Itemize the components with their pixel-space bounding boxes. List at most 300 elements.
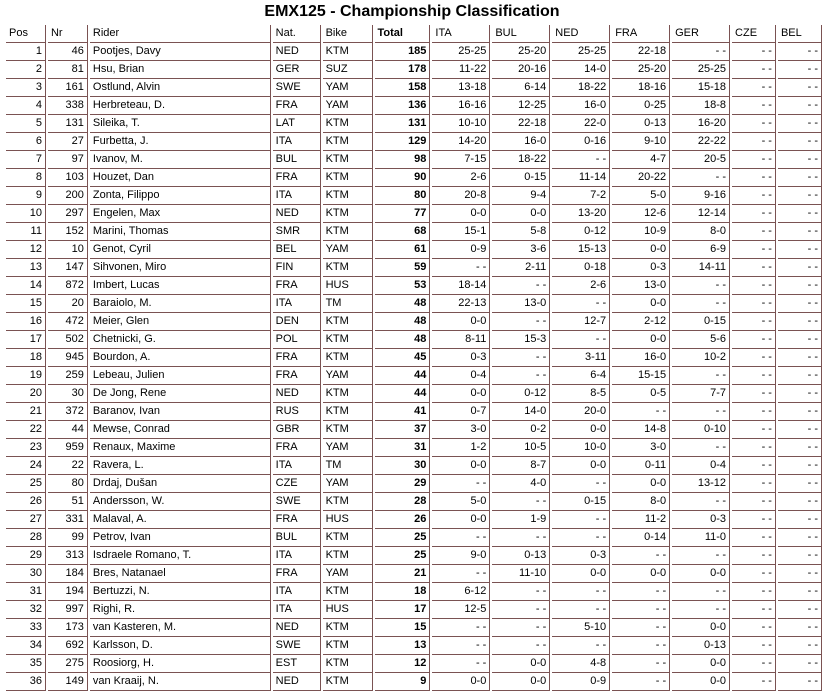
cell-round-ned: 0-0	[552, 457, 610, 475]
cell-rider: Isdraele Romano, T.	[90, 547, 271, 565]
cell-nr: 51	[48, 493, 88, 511]
cell-rider: Roosiorg, H.	[90, 655, 271, 673]
cell-total: 25	[375, 529, 431, 547]
cell-round-fra: 9-10	[612, 133, 670, 151]
cell-pos: 19	[6, 367, 46, 385]
cell-bike: YAM	[323, 475, 373, 493]
cell-round-bel: - -	[778, 295, 822, 313]
cell-round-cze: - -	[732, 439, 776, 457]
cell-nr: 184	[48, 565, 88, 583]
cell-round-bel: - -	[778, 493, 822, 511]
cell-pos: 28	[6, 529, 46, 547]
cell-pos: 18	[6, 349, 46, 367]
cell-round-fra: 12-6	[612, 205, 670, 223]
cell-total: 48	[375, 331, 431, 349]
cell-round-ger: 11-0	[672, 529, 730, 547]
cell-nr: 22	[48, 457, 88, 475]
cell-round-ger: 0-3	[672, 511, 730, 529]
cell-round-ger: - -	[672, 277, 730, 295]
col-header-ger: GER	[672, 25, 730, 43]
table-row	[6, 601, 822, 619]
cell-total: 26	[375, 511, 431, 529]
table-row	[6, 169, 822, 187]
cell-rider: van Kraaij, N.	[90, 673, 271, 691]
cell-bike: KTM	[323, 349, 373, 367]
cell-nr: 147	[48, 259, 88, 277]
cell-bike: KTM	[323, 637, 373, 655]
cell-total: 185	[375, 43, 431, 61]
col-header-nr: Nr	[48, 25, 88, 43]
table-row	[6, 43, 822, 61]
cell-round-ned: 6-4	[552, 367, 610, 385]
cell-round-cze: - -	[732, 277, 776, 295]
cell-round-ned: - -	[552, 601, 610, 619]
table-row	[6, 313, 822, 331]
cell-rider: Mewse, Conrad	[90, 421, 271, 439]
cell-rider: Zonta, Filippo	[90, 187, 271, 205]
cell-pos: 1	[6, 43, 46, 61]
cell-round-bel: - -	[778, 349, 822, 367]
cell-total: 48	[375, 295, 431, 313]
cell-rider: Ravera, L.	[90, 457, 271, 475]
cell-rider: Genot, Cyril	[90, 241, 271, 259]
cell-round-ita: 18-14	[432, 277, 490, 295]
cell-round-fra: 0-0	[612, 331, 670, 349]
table-row	[6, 547, 822, 565]
cell-rider: Bertuzzi, N.	[90, 583, 271, 601]
cell-round-cze: - -	[732, 619, 776, 637]
cell-nr: 275	[48, 655, 88, 673]
cell-round-fra: 3-0	[612, 439, 670, 457]
cell-round-bel: - -	[778, 133, 822, 151]
cell-total: 129	[375, 133, 431, 151]
cell-round-fra: 0-13	[612, 115, 670, 133]
cell-pos: 14	[6, 277, 46, 295]
cell-round-ned: 2-6	[552, 277, 610, 295]
cell-round-bel: - -	[778, 637, 822, 655]
cell-round-ned: 25-25	[552, 43, 610, 61]
table-row	[6, 619, 822, 637]
cell-round-ger: - -	[672, 43, 730, 61]
cell-pos: 4	[6, 97, 46, 115]
cell-nr: 472	[48, 313, 88, 331]
cell-rider: Ostlund, Alvin	[90, 79, 271, 97]
cell-nat: SWE	[273, 637, 321, 655]
cell-round-bul: - -	[492, 619, 550, 637]
cell-round-cze: - -	[732, 565, 776, 583]
cell-total: 17	[375, 601, 431, 619]
table-row	[6, 655, 822, 673]
cell-total: 13	[375, 637, 431, 655]
cell-round-cze: - -	[732, 241, 776, 259]
cell-rider: Petrov, Ivan	[90, 529, 271, 547]
cell-round-ger: - -	[672, 547, 730, 565]
cell-total: 90	[375, 169, 431, 187]
cell-rider: Furbetta, J.	[90, 133, 271, 151]
cell-round-ger: 0-0	[672, 655, 730, 673]
cell-nr: 692	[48, 637, 88, 655]
cell-nr: 81	[48, 61, 88, 79]
table-row	[6, 331, 822, 349]
cell-rider: Ivanov, M.	[90, 151, 271, 169]
cell-round-ger: 9-16	[672, 187, 730, 205]
cell-nr: 10	[48, 241, 88, 259]
cell-bike: KTM	[323, 313, 373, 331]
table-row	[6, 583, 822, 601]
cell-round-bul: 16-0	[492, 133, 550, 151]
cell-round-ned: 0-15	[552, 493, 610, 511]
cell-total: 29	[375, 475, 431, 493]
cell-round-ita: - -	[432, 475, 490, 493]
cell-pos: 35	[6, 655, 46, 673]
table-row	[6, 511, 822, 529]
cell-nr: 27	[48, 133, 88, 151]
table-row	[6, 493, 822, 511]
cell-round-bul: 8-7	[492, 457, 550, 475]
cell-round-cze: - -	[732, 529, 776, 547]
cell-round-bul: - -	[492, 277, 550, 295]
table-row	[6, 61, 822, 79]
cell-round-bul: - -	[492, 529, 550, 547]
cell-nr: 313	[48, 547, 88, 565]
cell-total: 37	[375, 421, 431, 439]
cell-bike: TM	[323, 457, 373, 475]
cell-round-fra: 25-20	[612, 61, 670, 79]
cell-round-ned: 0-0	[552, 565, 610, 583]
cell-round-ned: 0-16	[552, 133, 610, 151]
cell-nr: 131	[48, 115, 88, 133]
cell-bike: KTM	[323, 115, 373, 133]
cell-round-bul: 0-2	[492, 421, 550, 439]
cell-round-ger: 0-15	[672, 313, 730, 331]
cell-round-ita: 3-0	[432, 421, 490, 439]
cell-round-bul: 14-0	[492, 403, 550, 421]
cell-rider: Herbreteau, D.	[90, 97, 271, 115]
cell-total: 15	[375, 619, 431, 637]
cell-round-fra: 0-5	[612, 385, 670, 403]
cell-pos: 12	[6, 241, 46, 259]
cell-round-ned: 3-11	[552, 349, 610, 367]
table-row	[6, 295, 822, 313]
cell-nr: 173	[48, 619, 88, 637]
col-header-rider: Rider	[90, 25, 271, 43]
cell-round-cze: - -	[732, 205, 776, 223]
cell-rider: Bourdon, A.	[90, 349, 271, 367]
cell-round-ita: 0-0	[432, 205, 490, 223]
cell-round-bel: - -	[778, 223, 822, 241]
cell-round-ned: - -	[552, 529, 610, 547]
cell-round-fra: - -	[612, 601, 670, 619]
cell-nr: 502	[48, 331, 88, 349]
cell-rider: Engelen, Max	[90, 205, 271, 223]
cell-round-ger: 20-5	[672, 151, 730, 169]
classification-table	[4, 25, 824, 691]
cell-round-bul: 0-15	[492, 169, 550, 187]
cell-round-bel: - -	[778, 421, 822, 439]
cell-round-ger: 22-22	[672, 133, 730, 151]
cell-bike: KTM	[323, 583, 373, 601]
cell-round-cze: - -	[732, 97, 776, 115]
cell-pos: 7	[6, 151, 46, 169]
cell-round-bel: - -	[778, 97, 822, 115]
cell-total: 178	[375, 61, 431, 79]
cell-round-fra: 20-22	[612, 169, 670, 187]
cell-round-cze: - -	[732, 169, 776, 187]
cell-round-ned: 0-3	[552, 547, 610, 565]
cell-round-ita: 0-0	[432, 313, 490, 331]
cell-nat: ITA	[273, 295, 321, 313]
table-row	[6, 457, 822, 475]
cell-bike: KTM	[323, 259, 373, 277]
col-header-ita: ITA	[432, 25, 490, 43]
cell-round-fra: 2-12	[612, 313, 670, 331]
cell-nat: POL	[273, 331, 321, 349]
cell-round-ita: 0-9	[432, 241, 490, 259]
cell-round-ger: 18-8	[672, 97, 730, 115]
table-body	[6, 43, 822, 691]
cell-round-bul: 2-11	[492, 259, 550, 277]
cell-round-ned: 5-10	[552, 619, 610, 637]
cell-round-ger: 10-2	[672, 349, 730, 367]
cell-round-cze: - -	[732, 133, 776, 151]
table-row	[6, 439, 822, 457]
cell-round-bul: 10-5	[492, 439, 550, 457]
cell-rider: Drdaj, Dušan	[90, 475, 271, 493]
cell-total: 28	[375, 493, 431, 511]
cell-rider: Righi, R.	[90, 601, 271, 619]
col-header-cze: CZE	[732, 25, 776, 43]
cell-pos: 15	[6, 295, 46, 313]
cell-round-ger: 7-7	[672, 385, 730, 403]
table-row	[6, 349, 822, 367]
cell-nat: ITA	[273, 601, 321, 619]
col-header-bike: Bike	[323, 25, 373, 43]
cell-bike: KTM	[323, 421, 373, 439]
cell-total: 25	[375, 547, 431, 565]
cell-pos: 36	[6, 673, 46, 691]
cell-round-fra: - -	[612, 655, 670, 673]
cell-bike: KTM	[323, 151, 373, 169]
cell-bike: KTM	[323, 205, 373, 223]
cell-total: 18	[375, 583, 431, 601]
cell-round-fra: 0-3	[612, 259, 670, 277]
cell-round-bul: 0-13	[492, 547, 550, 565]
cell-round-ita: 15-1	[432, 223, 490, 241]
cell-round-fra: 4-7	[612, 151, 670, 169]
cell-round-ger: 16-20	[672, 115, 730, 133]
cell-rider: Chetnicki, G.	[90, 331, 271, 349]
cell-round-ita: - -	[432, 259, 490, 277]
cell-nat: FRA	[273, 511, 321, 529]
cell-round-fra: 15-15	[612, 367, 670, 385]
cell-bike: TM	[323, 295, 373, 313]
cell-round-ned: 15-13	[552, 241, 610, 259]
cell-round-ned: 13-20	[552, 205, 610, 223]
cell-round-bul: 13-0	[492, 295, 550, 313]
cell-nat: NED	[273, 673, 321, 691]
cell-round-cze: - -	[732, 547, 776, 565]
cell-round-cze: - -	[732, 493, 776, 511]
cell-round-cze: - -	[732, 673, 776, 691]
col-header-nat: Nat.	[273, 25, 321, 43]
cell-total: 68	[375, 223, 431, 241]
cell-round-ger: - -	[672, 403, 730, 421]
cell-round-ita: 10-10	[432, 115, 490, 133]
cell-round-bel: - -	[778, 79, 822, 97]
cell-round-ned: 18-22	[552, 79, 610, 97]
table-row	[6, 277, 822, 295]
cell-nat: GBR	[273, 421, 321, 439]
cell-round-ita: 0-0	[432, 457, 490, 475]
cell-nat: ITA	[273, 583, 321, 601]
cell-nr: 80	[48, 475, 88, 493]
cell-round-bel: - -	[778, 547, 822, 565]
cell-round-cze: - -	[732, 313, 776, 331]
cell-round-fra: 22-18	[612, 43, 670, 61]
cell-round-ger: 13-12	[672, 475, 730, 493]
cell-round-ned: 22-0	[552, 115, 610, 133]
cell-round-cze: - -	[732, 583, 776, 601]
cell-nat: FRA	[273, 97, 321, 115]
cell-round-bul: - -	[492, 493, 550, 511]
cell-bike: YAM	[323, 79, 373, 97]
cell-nr: 97	[48, 151, 88, 169]
cell-round-bul: - -	[492, 313, 550, 331]
cell-bike: YAM	[323, 439, 373, 457]
cell-round-bel: - -	[778, 187, 822, 205]
cell-round-bul: 3-6	[492, 241, 550, 259]
cell-round-cze: - -	[732, 115, 776, 133]
cell-pos: 20	[6, 385, 46, 403]
cell-round-cze: - -	[732, 43, 776, 61]
cell-nr: 372	[48, 403, 88, 421]
cell-round-fra: 0-0	[612, 295, 670, 313]
cell-round-ger: 0-0	[672, 619, 730, 637]
cell-round-fra: 16-0	[612, 349, 670, 367]
cell-round-fra: 0-11	[612, 457, 670, 475]
cell-nat: NED	[273, 43, 321, 61]
cell-round-bel: - -	[778, 385, 822, 403]
cell-round-cze: - -	[732, 655, 776, 673]
cell-nat: FRA	[273, 169, 321, 187]
cell-bike: KTM	[323, 493, 373, 511]
col-header-ned: NED	[552, 25, 610, 43]
cell-round-ita: 11-22	[432, 61, 490, 79]
cell-bike: YAM	[323, 97, 373, 115]
cell-round-cze: - -	[732, 79, 776, 97]
cell-rider: Andersson, W.	[90, 493, 271, 511]
cell-pos: 6	[6, 133, 46, 151]
cell-bike: KTM	[323, 187, 373, 205]
cell-round-ita: 8-11	[432, 331, 490, 349]
cell-round-ger: - -	[672, 493, 730, 511]
cell-round-fra: - -	[612, 619, 670, 637]
cell-bike: YAM	[323, 565, 373, 583]
table-header-row	[6, 25, 822, 43]
cell-round-ger: - -	[672, 169, 730, 187]
cell-nr: 44	[48, 421, 88, 439]
cell-round-bul: 1-9	[492, 511, 550, 529]
cell-round-bel: - -	[778, 619, 822, 637]
cell-round-bul: 0-0	[492, 655, 550, 673]
cell-rider: Imbert, Lucas	[90, 277, 271, 295]
cell-round-bul: 0-12	[492, 385, 550, 403]
table-row	[6, 529, 822, 547]
cell-round-ned: 11-14	[552, 169, 610, 187]
cell-rider: Karlsson, D.	[90, 637, 271, 655]
cell-bike: KTM	[323, 43, 373, 61]
cell-round-bel: - -	[778, 601, 822, 619]
cell-total: 98	[375, 151, 431, 169]
cell-nr: 945	[48, 349, 88, 367]
cell-nat: ITA	[273, 547, 321, 565]
cell-round-fra: - -	[612, 673, 670, 691]
cell-rider: De Jong, Rene	[90, 385, 271, 403]
cell-round-ger: 14-11	[672, 259, 730, 277]
cell-round-ita: 0-7	[432, 403, 490, 421]
cell-rider: Renaux, Maxime	[90, 439, 271, 457]
cell-round-ita: - -	[432, 619, 490, 637]
cell-pos: 24	[6, 457, 46, 475]
cell-round-fra: 10-9	[612, 223, 670, 241]
cell-round-fra: 0-0	[612, 241, 670, 259]
cell-round-ned: - -	[552, 151, 610, 169]
cell-round-ger: - -	[672, 601, 730, 619]
cell-total: 12	[375, 655, 431, 673]
cell-round-cze: - -	[732, 385, 776, 403]
cell-round-fra: 13-0	[612, 277, 670, 295]
cell-round-bul: 6-14	[492, 79, 550, 97]
cell-pos: 34	[6, 637, 46, 655]
cell-nat: CZE	[273, 475, 321, 493]
table-row	[6, 475, 822, 493]
cell-pos: 3	[6, 79, 46, 97]
cell-nr: 99	[48, 529, 88, 547]
cell-nat: FRA	[273, 349, 321, 367]
cell-round-ned: 8-5	[552, 385, 610, 403]
cell-rider: Pootjes, Davy	[90, 43, 271, 61]
cell-pos: 21	[6, 403, 46, 421]
cell-round-ned: - -	[552, 511, 610, 529]
cell-round-bul: - -	[492, 349, 550, 367]
cell-rider: Meier, Glen	[90, 313, 271, 331]
cell-round-ned: 10-0	[552, 439, 610, 457]
cell-round-cze: - -	[732, 223, 776, 241]
cell-nr: 194	[48, 583, 88, 601]
cell-total: 48	[375, 313, 431, 331]
cell-bike: KTM	[323, 385, 373, 403]
cell-total: 21	[375, 565, 431, 583]
cell-bike: HUS	[323, 511, 373, 529]
cell-round-cze: - -	[732, 349, 776, 367]
cell-nat: EST	[273, 655, 321, 673]
cell-round-fra: 5-0	[612, 187, 670, 205]
cell-total: 131	[375, 115, 431, 133]
cell-bike: HUS	[323, 277, 373, 295]
cell-rider: van Kasteren, M.	[90, 619, 271, 637]
cell-round-ned: 0-0	[552, 421, 610, 439]
cell-round-cze: - -	[732, 511, 776, 529]
cell-bike: KTM	[323, 223, 373, 241]
table-row	[6, 223, 822, 241]
cell-round-cze: - -	[732, 421, 776, 439]
cell-round-ned: 0-18	[552, 259, 610, 277]
cell-round-ita: 1-2	[432, 439, 490, 457]
cell-bike: KTM	[323, 547, 373, 565]
cell-round-ita: - -	[432, 529, 490, 547]
cell-pos: 27	[6, 511, 46, 529]
cell-nat: SWE	[273, 79, 321, 97]
